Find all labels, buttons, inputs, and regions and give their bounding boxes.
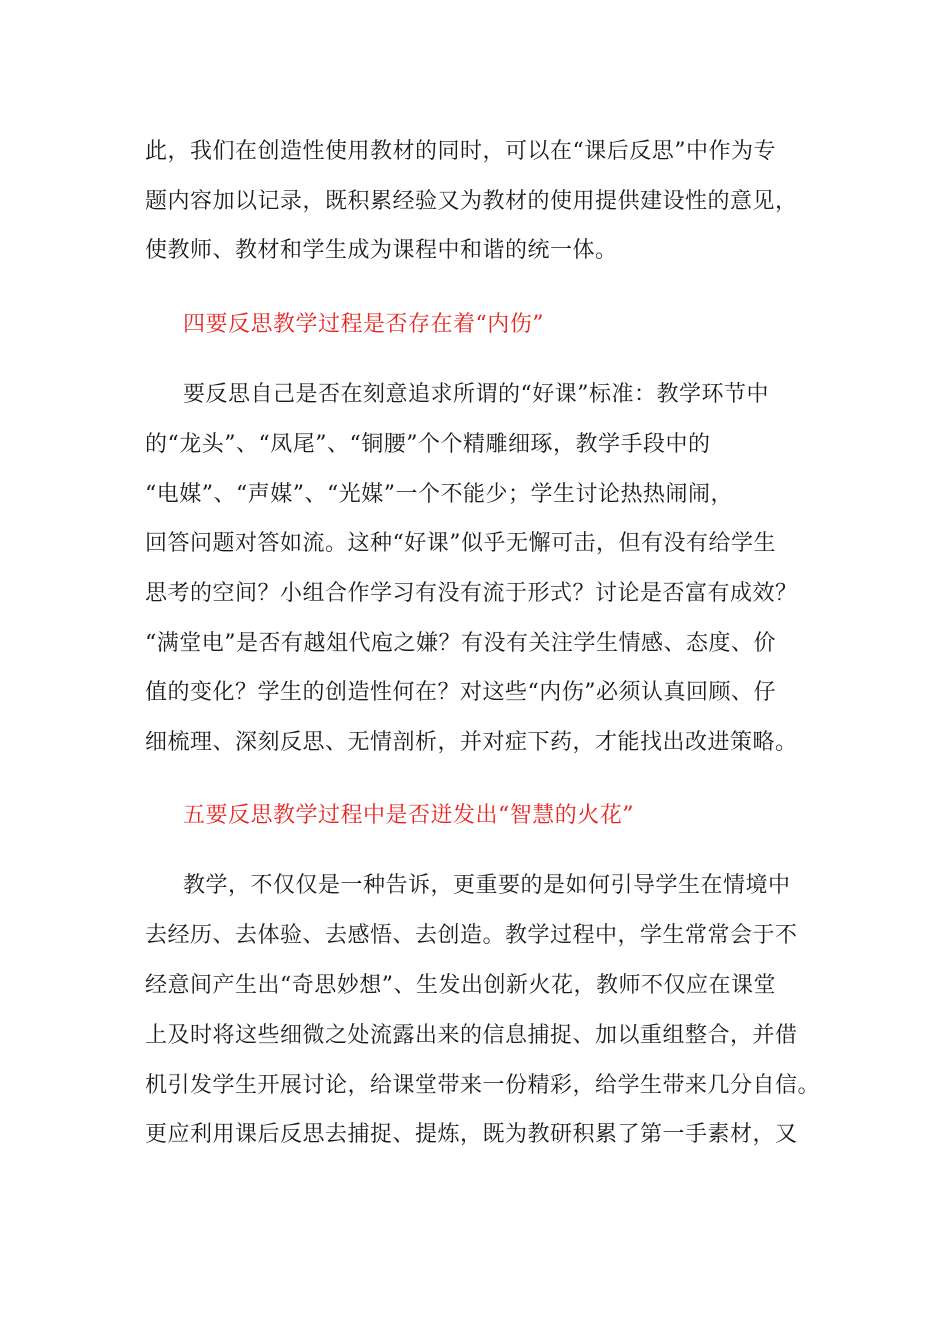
paragraph-line: 思考的空间？小组合作学习有没有流于形式？讨论是否富有成效？ bbox=[145, 581, 798, 606]
paragraph-line: 的“龙头”、“凤尾”、“铜腰”个个精雕细琢，教学手段中的 bbox=[145, 432, 711, 457]
paragraph-line: 机引发学生开展讨论，给课堂带来一份精彩，给学生带来几分自信。 bbox=[145, 1073, 821, 1098]
section-heading-4: 四要反思教学过程是否存在着“内伤” bbox=[183, 312, 544, 337]
paragraph-line: 值的变化？学生的创造性何在？对这些“内伤”必须认真回顾、仔 bbox=[145, 680, 776, 705]
paragraph-line: 经意间产生出“奇思妙想”、生发出创新火花，教师不仅应在课堂 bbox=[145, 973, 776, 998]
paragraph-line: 此，我们在创造性使用教材的同时，可以在“课后反思”中作为专 bbox=[145, 139, 776, 164]
paragraph-line: 更应利用课后反思去捕捉、提炼，既为教研积累了第一手素材，又 bbox=[145, 1122, 798, 1147]
paragraph-line: 教学，不仅仅是一种告诉，更重要的是如何引导学生在情境中 bbox=[183, 873, 791, 898]
paragraph-line: 要反思自己是否在刻意追求所谓的“好课”标准：教学环节中 bbox=[183, 382, 769, 407]
paragraph-line: “电媒”、“声媒”、“光媒”一个不能少；学生讨论热热闹闹， bbox=[145, 482, 733, 507]
paragraph-line: 使教师、教材和学生成为课程中和谐的统一体。 bbox=[145, 238, 618, 263]
paragraph-line: 去经历、去体验、去感悟、去创造。教学过程中，学生常常会于不 bbox=[145, 923, 798, 948]
paragraph-line: “满堂电”是否有越俎代庖之嫌？有没有关注学生情感、态度、价 bbox=[145, 631, 776, 656]
paragraph-line: 上及时将这些细微之处流露出来的信息捕捉、加以重组整合，并借 bbox=[145, 1023, 798, 1048]
paragraph-line: 细梳理、深刻反思、无情剖析，并对症下药，才能找出改进策略。 bbox=[145, 730, 798, 755]
paragraph-line: 题内容加以记录，既积累经验又为教材的使用提供建设性的意见， bbox=[145, 189, 798, 214]
paragraph-line: 回答问题对答如流。这种“好课”似乎无懈可击，但有没有给学生 bbox=[145, 531, 776, 556]
section-heading-5: 五要反思教学过程中是否迸发出“智慧的火花” bbox=[183, 803, 634, 828]
